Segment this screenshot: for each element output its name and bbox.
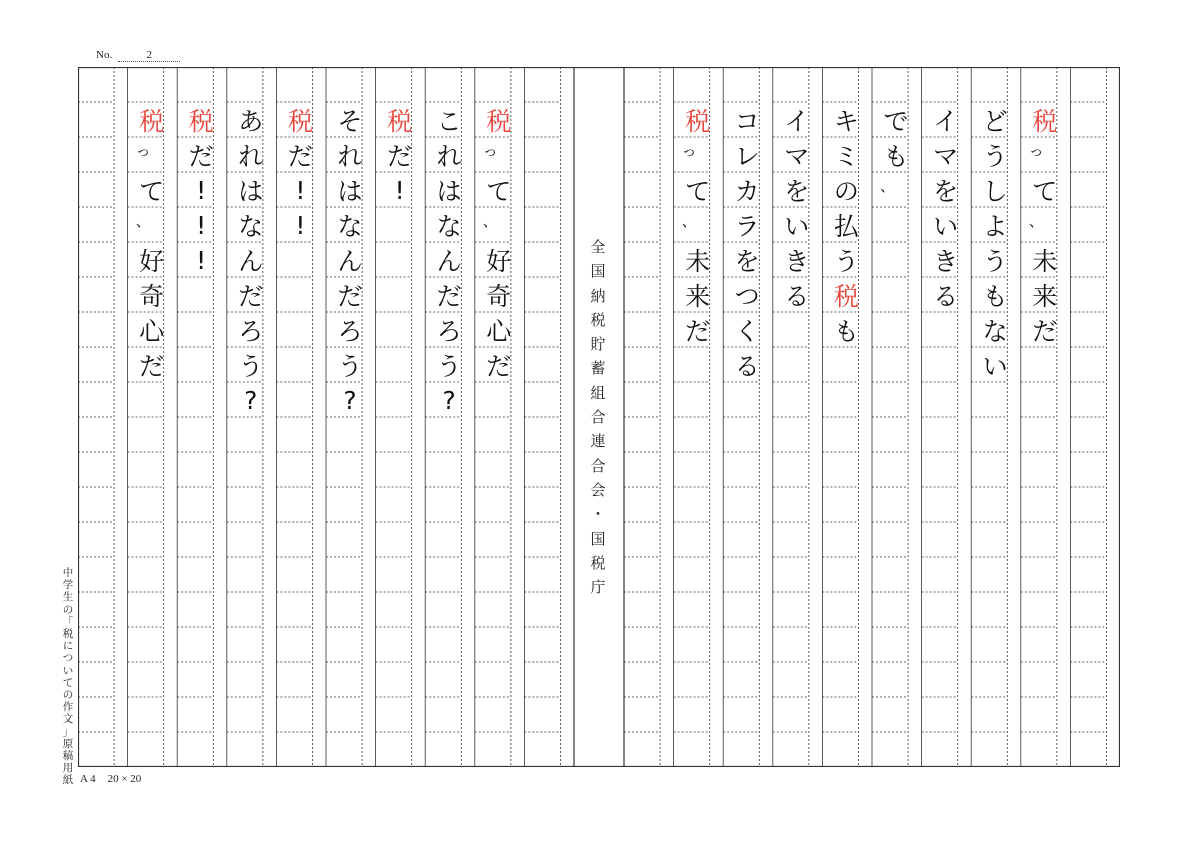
essay-char: く: [734, 317, 760, 346]
side-caption-char: 」: [62, 725, 74, 738]
essay-char: よ: [982, 212, 1008, 241]
essay-char: キ: [833, 107, 859, 136]
essay-char: る: [784, 282, 810, 311]
essay-char: の: [833, 177, 859, 206]
essay-char: も: [982, 282, 1008, 311]
essay-char: れ: [238, 142, 264, 171]
essay-char: あ: [238, 107, 264, 136]
center-stamp-char: 国: [590, 262, 606, 281]
essay-char: ?: [442, 385, 456, 415]
essay-char: う: [833, 247, 859, 276]
center-stamp-char: 会: [590, 480, 606, 499]
essay-char: る: [933, 282, 959, 311]
essay-char: 税: [139, 107, 165, 136]
essay-char: 、: [482, 212, 498, 230]
center-stamp-char: 合: [590, 408, 606, 427]
essay-char: な: [982, 317, 1008, 346]
essay-char: ミ: [833, 142, 859, 171]
essay-char: な: [238, 212, 264, 241]
center-stamp-char: 貯: [590, 335, 606, 354]
essay-char: 来: [1032, 282, 1058, 311]
essay-char: し: [982, 177, 1008, 206]
essay-char: な: [436, 212, 462, 241]
essay-char: 税: [188, 107, 214, 136]
essay-char: だ: [238, 282, 264, 311]
essay-char: は: [337, 177, 363, 206]
side-caption-char: 稿: [62, 750, 74, 763]
essay-char: 心: [139, 317, 165, 346]
side-caption-char: い: [62, 664, 74, 677]
footer-caption: [80, 773, 153, 785]
side-caption-char: 学: [62, 579, 74, 592]
essay-char: 払: [833, 212, 859, 241]
essay-char: 奇: [139, 282, 165, 311]
side-caption-char: 用: [62, 762, 74, 775]
essay-char: 奇: [486, 282, 512, 311]
essay-char: !: [196, 175, 207, 205]
essay-char: だ: [486, 352, 512, 381]
essay-char: れ: [436, 142, 462, 171]
side-caption-char: つ: [62, 652, 74, 665]
essay-char: ?: [343, 385, 357, 415]
essay-char: 税: [1032, 107, 1058, 136]
center-stamp-char: 税: [590, 310, 606, 329]
essay-char: だ: [188, 142, 214, 171]
essay-char: コ: [734, 107, 760, 136]
essay-char: !: [196, 245, 207, 275]
side-caption-char: 文: [62, 713, 74, 726]
essay-char: だ: [685, 317, 711, 346]
center-stamp-char: 組: [590, 383, 606, 402]
essay-char: こ: [436, 107, 462, 136]
essay-char: つ: [734, 282, 760, 311]
center-stamp-char: 連: [590, 432, 606, 451]
essay-char: ん: [337, 247, 363, 276]
essay-char: っ: [681, 142, 697, 160]
essay-char: だ: [436, 282, 462, 311]
essay-char: ん: [238, 247, 264, 276]
essay-char: 来: [685, 282, 711, 311]
essay-char: な: [337, 212, 363, 241]
essay-char: い: [982, 352, 1008, 381]
essay-char: !: [295, 175, 306, 205]
essay-char: ラ: [734, 212, 760, 241]
essay-char: て: [685, 177, 711, 206]
essay-char: ん: [436, 247, 462, 276]
essay-char: 税: [387, 107, 413, 136]
essay-char: 税: [287, 107, 313, 136]
side-caption-char: 作: [62, 701, 74, 714]
essay-char: う: [436, 352, 462, 381]
essay-char: だ: [387, 142, 413, 171]
side-caption-char: て: [62, 676, 74, 689]
essay-char: 未: [1032, 247, 1058, 276]
essay-char: 税: [486, 107, 512, 136]
page-number: [96, 49, 180, 62]
essay-char: 税: [833, 282, 859, 311]
essay-char: う: [982, 142, 1008, 171]
essay-char: ?: [244, 385, 258, 415]
grid-size: 20 × 20: [107, 773, 142, 785]
essay-char: る: [734, 352, 760, 381]
essay-char: 、: [1028, 212, 1044, 230]
essay-char: !: [196, 210, 207, 240]
essay-char: う: [337, 352, 363, 381]
essay-char: 税: [685, 107, 711, 136]
essay-char: ろ: [436, 317, 462, 346]
essay-char: 、: [880, 177, 896, 195]
essay-char: 心: [486, 317, 512, 346]
essay-char: ど: [982, 107, 1008, 136]
side-caption-char: 紙: [62, 774, 74, 787]
essay-char: て: [486, 177, 512, 206]
essay-char: マ: [933, 142, 959, 171]
essay-char: れ: [337, 142, 363, 171]
essay-char: だ: [287, 142, 313, 171]
essay-char: 、: [681, 212, 697, 230]
essay-char: っ: [482, 142, 498, 160]
essay-char: 好: [486, 247, 512, 276]
essay-char: を: [734, 247, 760, 276]
essay-char: イ: [784, 107, 810, 136]
essay-char: っ: [135, 142, 151, 160]
center-stamp-char: 国: [590, 529, 606, 548]
essay-char: て: [139, 177, 165, 206]
side-caption: [60, 567, 76, 787]
essay-char: だ: [337, 282, 363, 311]
side-caption-char: 中: [62, 567, 74, 579]
essay-char: レ: [734, 142, 760, 171]
side-caption-char: 税: [62, 628, 74, 641]
paper-size: A 4: [80, 773, 96, 785]
essay-char: マ: [784, 142, 810, 171]
essay-char: い: [933, 212, 959, 241]
essay-char: 、: [135, 212, 151, 230]
essay-char: だ: [1032, 317, 1058, 346]
essay-char: は: [436, 177, 462, 206]
side-caption-char: の: [62, 689, 74, 702]
side-caption-char: の: [62, 603, 74, 616]
essay-char: う: [238, 352, 264, 381]
side-caption-char: に: [62, 640, 74, 653]
side-caption-char: 生: [62, 591, 74, 604]
essay-char: き: [784, 247, 810, 276]
side-caption-char: 原: [62, 737, 74, 750]
essay-char: を: [784, 177, 810, 206]
center-stamp-char: ・: [590, 505, 606, 524]
page-number-value: 2: [118, 49, 180, 62]
center-stamp-char: 税: [590, 553, 606, 572]
essay-char: !: [394, 175, 405, 205]
essay-char: だ: [139, 352, 165, 381]
center-stamp-char: 庁: [590, 578, 606, 597]
essay-char: ろ: [337, 317, 363, 346]
essay-char: う: [982, 247, 1008, 276]
center-stamp-char: 蓄: [590, 359, 606, 378]
essay-char: で: [883, 107, 909, 136]
essay-char: っ: [1028, 142, 1044, 160]
center-stamp: [574, 235, 622, 599]
page-number-label: No.: [96, 49, 113, 61]
essay-char: イ: [933, 107, 959, 136]
center-stamp-char: 合: [590, 456, 606, 475]
essay-char: を: [933, 177, 959, 206]
essay-char: て: [1032, 177, 1058, 206]
center-stamp-char: 全: [590, 238, 606, 256]
essay-char: ろ: [238, 317, 264, 346]
essay-char: い: [784, 212, 810, 241]
essay-char: 未: [685, 247, 711, 276]
essay-char: そ: [337, 107, 363, 136]
center-stamp-char: 納: [590, 286, 606, 305]
essay-char: は: [238, 177, 264, 206]
essay-char: !: [295, 210, 306, 240]
essay-char: も: [883, 142, 909, 171]
essay-char: カ: [734, 177, 760, 206]
essay-char: 好: [139, 247, 165, 276]
essay-char: き: [933, 247, 959, 276]
manuscript-sheet: [78, 67, 1120, 767]
side-caption-char: 「: [62, 615, 74, 628]
essay-char: も: [833, 317, 859, 346]
